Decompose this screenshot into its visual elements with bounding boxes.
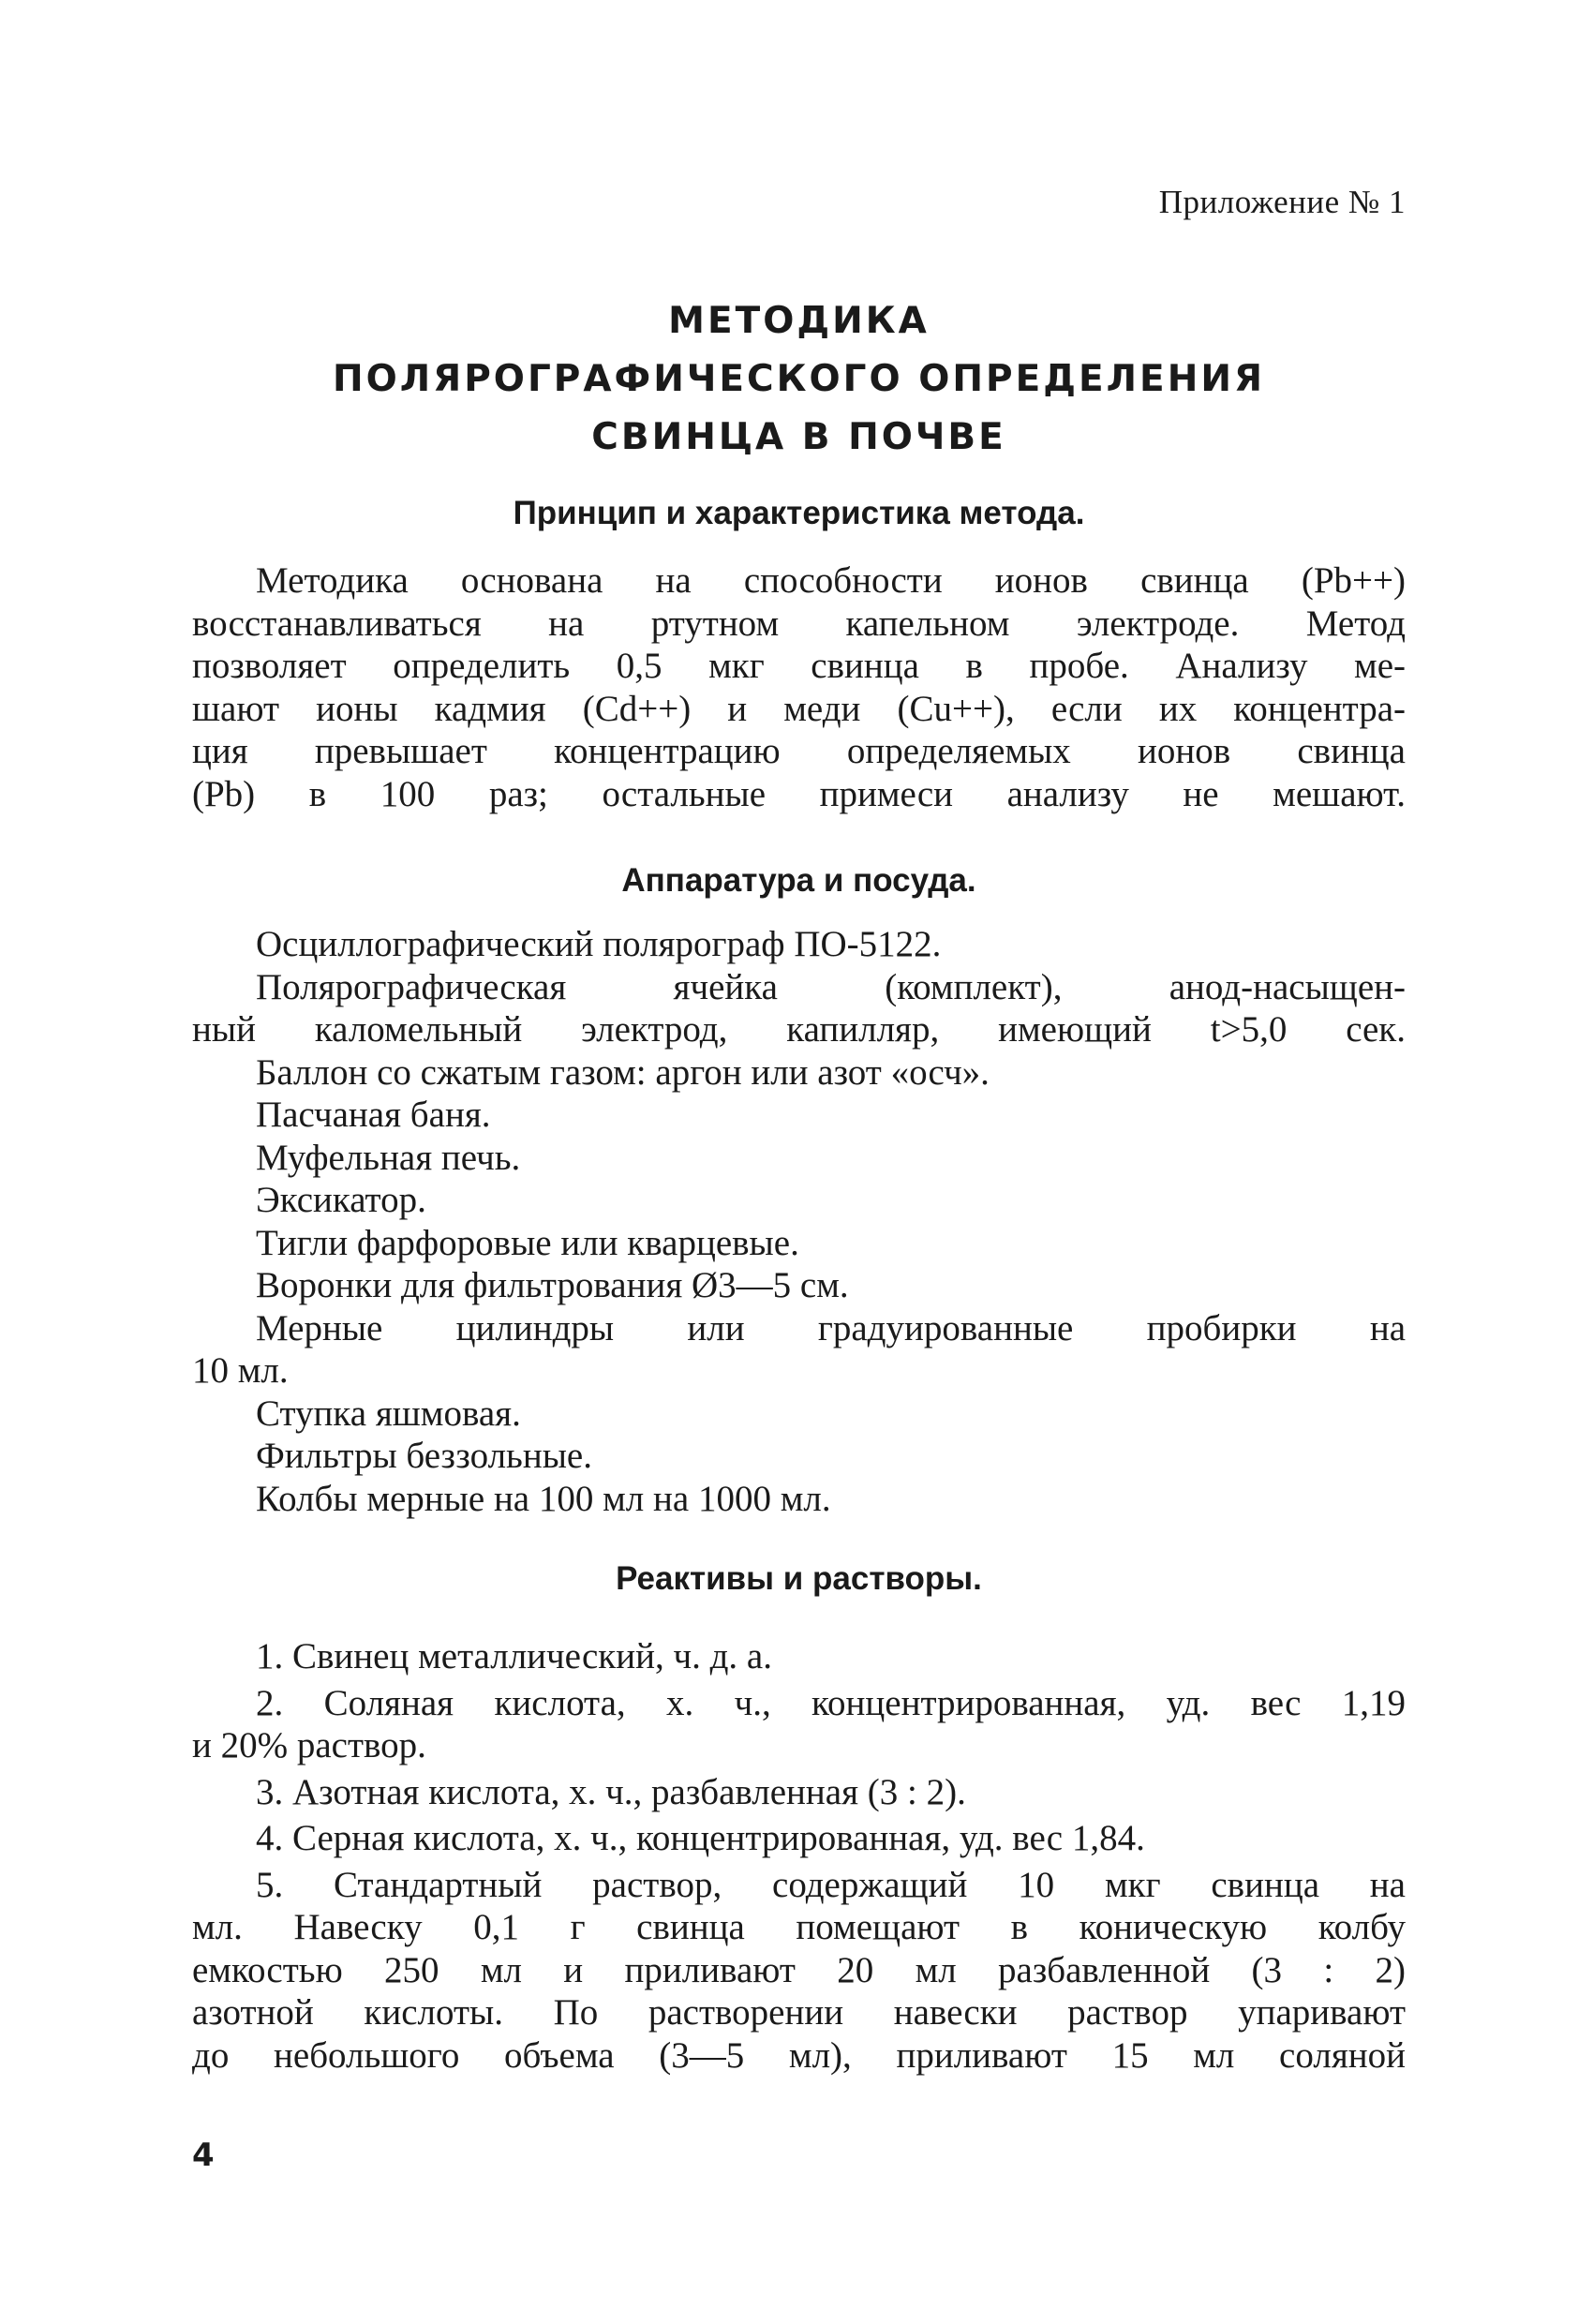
principle-paragraph: [192, 559, 1406, 815]
principle-line: (Pb) в 100 раз; остальные примеси анализу не мешают.: [192, 773, 1406, 814]
list-item: Фильтры беззольные.: [256, 1436, 592, 1476]
list-item: Полярографическая ячейка (комплект), анод-насыщен-: [256, 966, 1406, 1007]
principle-line: восстанавливаться на ртутном капельном электроде. Метод: [192, 603, 1406, 644]
section-heading-reagents: Реактивы и растворы.: [616, 1560, 982, 1597]
page-number: 4: [192, 2137, 215, 2174]
list-item: до небольшого объема (3—5 мл), приливают 15 мл соляной: [192, 2034, 1406, 2076]
list-item: Тигли фарфоровые или кварцевые.: [256, 1222, 799, 1263]
list-item: и 20% раствор.: [192, 1725, 426, 1765]
list-item: 1. Свинец металлический, ч. д. а.: [256, 1636, 772, 1676]
reagents-list: [192, 1635, 1406, 2077]
section-heading-apparatus: Аппаратура и посуда.: [621, 862, 976, 899]
list-item: Баллон со сжатым газом: аргон или азот «осч».: [256, 1051, 990, 1093]
title-line-3: СВИНЦА В ПОЧВЕ: [591, 416, 1006, 458]
list-item: Воронки для фильтрования Ø3—5 см.: [256, 1265, 849, 1305]
list-item: Ступка яшмовая.: [256, 1393, 521, 1434]
title-line-2: ПОЛЯРОГРАФИЧЕСКОГО ОПРЕДЕЛЕНИЯ: [332, 358, 1266, 400]
principle-line: Методика основана на способности ионов свинца (Pb++): [256, 560, 1406, 601]
list-item: 4. Серная кислота, х. ч., концентрированная, уд. вес 1,84.: [256, 1818, 1145, 1858]
document-page: [192, 0, 1406, 2324]
list-item: 3. Азотная кислота, х. ч., разбавленная (3 : 2).: [256, 1771, 966, 1812]
list-item: емкостью 250 мл и приливают 20 мл разбавленной (3 : 2): [192, 1949, 1406, 1990]
principle-line: позволяет определить 0,5 мкг свинца в пробе. Анализу ме-: [192, 646, 1406, 686]
principle-line: ция превышает концентрацию определяемых ионов свинца: [192, 731, 1406, 771]
list-item: Мерные цилиндры или градуированные пробирки на: [256, 1307, 1406, 1348]
list-item: Пасчаная баня.: [256, 1095, 491, 1135]
document-title: [192, 292, 1406, 467]
list-item: Муфельная печь.: [256, 1137, 521, 1178]
section-heading-principle: Принцип и характеристика метода.: [513, 495, 1085, 531]
list-item: 10 мл.: [192, 1350, 289, 1391]
list-item: Осциллографический полярограф ПО-5122.: [256, 924, 942, 964]
list-item: Эксикатор.: [256, 1180, 426, 1220]
principle-line: шают ионы кадмия (Cd++) и меди (Cu++), если их концентра-: [192, 688, 1406, 729]
appendix-label: Приложение № 1: [1158, 184, 1406, 220]
apparatus-list: [192, 923, 1406, 1520]
list-item: азотной кислоты. По растворении навески раствор упаривают: [192, 1992, 1406, 2033]
title-line-1: МЕТОДИКА: [668, 300, 930, 342]
list-item: Колбы мерные на 100 мл на 1000 мл.: [256, 1478, 831, 1519]
list-item: 5. Стандартный раствор, содержащий 10 мкг свинца на: [256, 1864, 1406, 1905]
list-item: ный каломельный электрод, капилляр, имеющий t>5,0 сек.: [192, 1009, 1406, 1050]
list-item: мл. Навеску 0,1 г свинца помещают в коническую колбу: [192, 1907, 1406, 1947]
list-item: 2. Соляная кислота, х. ч., концентрированная, уд. вес 1,19: [256, 1682, 1406, 1723]
